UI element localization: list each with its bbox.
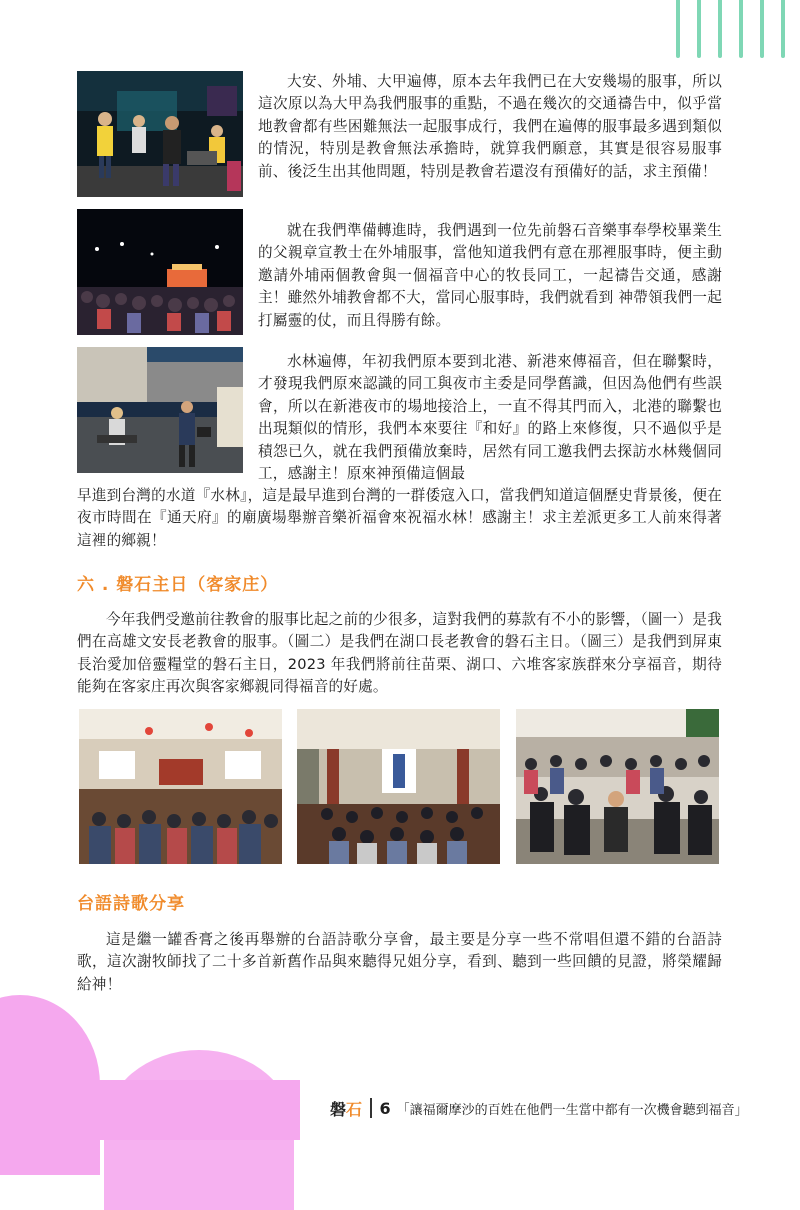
photo-night-crowd	[77, 209, 243, 335]
footer-slogan: 「讓福爾摩沙的百姓在他們一生當中都有一次機會聽到福音」	[396, 1102, 748, 1118]
stripe	[676, 0, 680, 58]
brand-char: 石	[346, 1099, 363, 1119]
stripe	[718, 0, 722, 58]
brand-char: 磐	[330, 1099, 347, 1119]
page-footer	[330, 1096, 748, 1120]
section-title-hakka: 六 . 磐石主日（客家庄）	[77, 575, 279, 595]
header-stripes	[676, 0, 786, 58]
paragraph-waipu: 就在我們準備轉進時，我們遇到一位先前磐石音樂事奉學校畢業生的父親章宣教士在外埔服事，當他知道我們有意在那裡服事時，便主動邀請外埔兩個教會與一個福音中心的牧長同工，一起禱告交通，感謝主！雖然外埔教會都不大，當同心服事時，我們就看到 神帶領我們一起打屬靈的仗，而且得勝有餘。	[258, 222, 722, 329]
stripe	[739, 0, 743, 58]
page-number: 6	[379, 1098, 391, 1118]
section-title-taiwanese-hymns: 台語詩歌分享	[77, 894, 185, 914]
paragraph-shuilin: 水林遍傳，年初我們原本要到北港、新港來傳福音，但在聯繫時，才發現我們原來認識的同工與夜市主委是同學舊識，但因為他們有些誤會，所以在新港夜市的場地接洽上，一直不得其門而入，北港的聯繫也出現類似的情形，我們本來要往『和好』的路上來修復，只不過似乎是積怨已久，就在我們預備放棄時，居然有同工邀我們去探訪水林幾個同工，感謝主！原來神預備這個最	[258, 353, 722, 483]
photo-outdoor-band	[77, 71, 243, 197]
decor-pink-base	[0, 1080, 300, 1140]
stripe	[781, 0, 785, 58]
photo-wenan-church	[79, 709, 282, 864]
paragraph-taiwanese-hymns: 這是繼一罐香膏之後再舉辦的台語詩歌分享會，最主要是分享一些不常唱但還不錯的台語詩歌，這次謝牧師找了二十多首新舊作品與來聽得兄姐分享，看到、聽到一些回饋的見證，將榮耀歸給神！	[77, 931, 722, 993]
paragraph-dajia: 大安、外埔、大甲遍傳，原本去年我們已在大安幾場的服事，所以這次原以為大甲為我們服事的重點，不過在幾次的交通禱告中，似乎當地教會都有些困難無法一起服事成行，我們在遍傳的服事最多遇到類似的情況，特別是教會無法承擔時，就算我們願意，其實是很容易服事前、後泛生出其他問題，特別是教會若還沒有預備好的話，求主預備！	[258, 73, 722, 180]
photo-plaza-performance	[77, 347, 243, 473]
footer-divider	[370, 1098, 372, 1118]
photo-hukou-church	[297, 709, 500, 864]
stripe	[760, 0, 764, 58]
photo-changzhi-church	[516, 709, 719, 864]
paragraph-hakka: 今年我們受邀前往教會的服事比起之前的少很多，這對我們的募款有不小的影響，（圖一）是我們在高雄文安長老教會的服事。（圖二）是我們在湖口長老教會的磐石主日。（圖三）是我們到屏東長治愛加倍靈糧堂的磐石主日，2023 年我們將前往苗栗、湖口、六堆客家族群來分享福音，期待能夠在客家庄再次與客家鄉親同得福音的好處。	[77, 611, 722, 696]
stripe	[697, 0, 701, 58]
paragraph-shuilin-cont: 早進到台灣的水道『水林』，這是最早進到台灣的一群倭寇入口，當我們知道這個歷史背景後，便在夜市時間在『通天府』的廟廣場舉辦音樂祈福會來祝福水林！感謝主！求主差派更多工人前來得著這裡的鄉親！	[77, 487, 722, 549]
brand-logo	[330, 1097, 362, 1120]
